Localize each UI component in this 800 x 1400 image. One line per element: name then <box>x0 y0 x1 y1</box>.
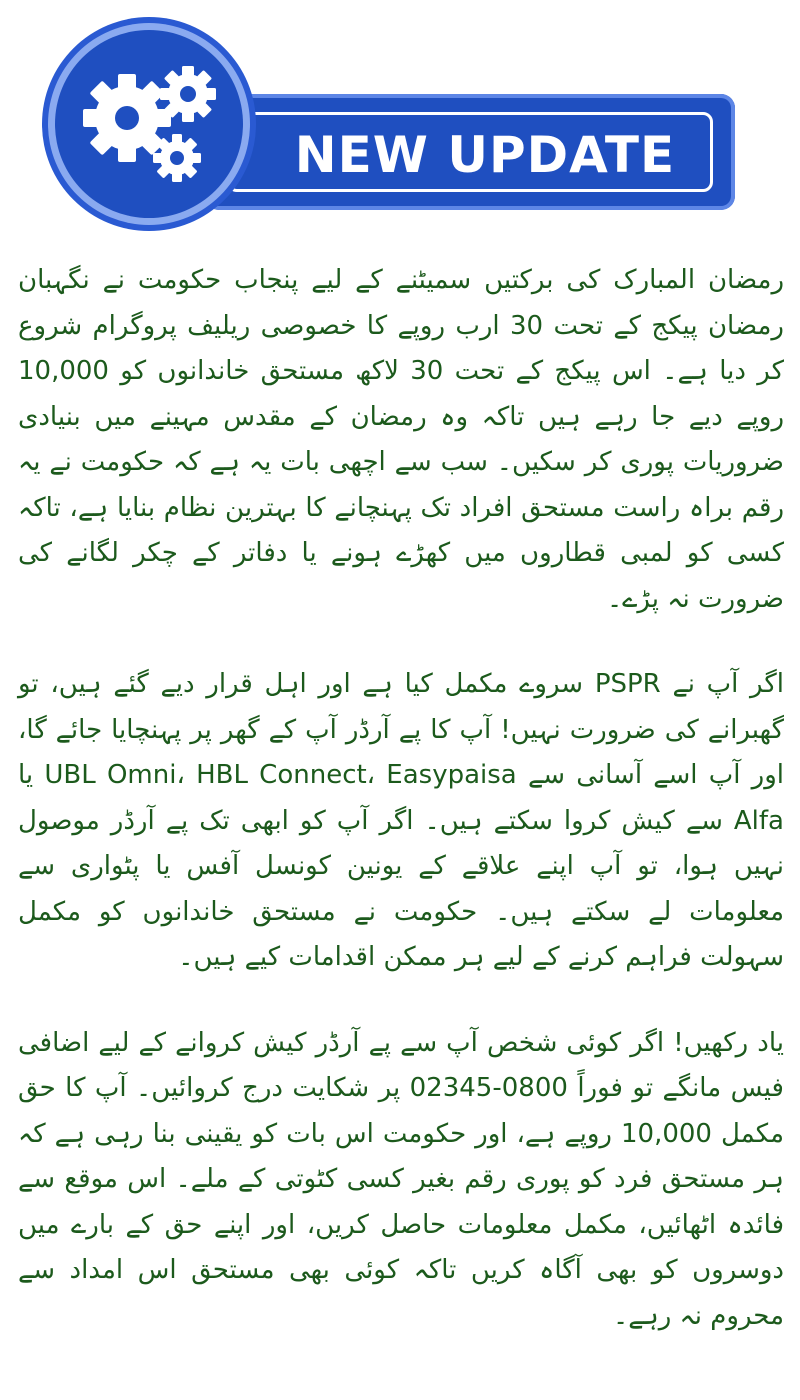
gears-icon <box>55 30 243 218</box>
article-paragraph-2: اگر آپ نے PSPR سروے مکمل کیا ہے اور اہل قرار دیے گئے ہیں، تو گھبرانے کی ضرورت نہیں! آپ کا پے آرڈر آپ کے گھر پر پہنچایا جائے گا، اور آپ اسے آسانی سے UBL Omni، HBL Connect، Easypaisa یا Alfa سے کیش کروا سکتے ہیں۔ اگر آپ کو ابھی تک پے آرڈر موصول نہیں ہوا، تو آپ اپنے علاقے کے یونین کونسل آفس یا پٹواری سے معلومات لے سکتے ہیں۔ حکومت نے مستحق خاندانوں کو مکمل سہولت فراہم کرنے کے لیے ہر ممکن اقدامات کیے ہیں۔ <box>18 669 784 972</box>
article-body <box>18 258 784 1379</box>
article-paragraph-1: رمضان المبارک کی برکتیں سمیٹنے کے لیے پنجاب حکومت نے نگہبان رمضان پیکج کے تحت 30 ارب روپے کا خصوصی ریلیف پروگرام شروع کر دیا ہے۔ اس پیکج کے تحت 30 لاکھ مستحق خاندانوں کو 10,000 روپے دیے جا رہے ہیں تاکہ وہ رمضان کے مقدس مہینے میں بنیادی ضروریات پوری کر سکیں۔ سب سے اچھی بات یہ ہے کہ حکومت نے یہ رقم براہ راست مستحق افراد تک پہنچانے کا بہترین نظام بنایا ہے، تاکہ کسی کو لمبی قطاروں میں کھڑے ہونے یا دفاتر کے چکر لگانے کی ضرورت نہ پڑے۔ <box>18 265 784 614</box>
article-paragraph-3: یاد رکھیں! اگر کوئی شخص آپ سے پے آرڈر کیش کروانے کے لیے اضافی فیس مانگے تو فوراً 0800-02345 پر شکایت درج کروائیں۔ آپ کا حق مکمل 10,000 روپے ہے، اور حکومت اس بات کو یقینی بنا رہی ہے کہ ہر مستحق فرد کو پوری رقم بغیر کسی کٹوتی کے ملے۔ اس موقع سے فائدہ اٹھائیں، مکمل معلومات حاصل کریں، اور اپنے حق کے بارے میں دوسروں کو بھی آگاہ کریں تاکہ کوئی بھی مستحق اس امداد سے محروم نہ رہے۔ <box>18 1027 784 1331</box>
new-update-banner <box>55 30 685 220</box>
banner-title: NEW UPDATE <box>294 126 676 184</box>
banner-icon-circle <box>55 30 243 218</box>
